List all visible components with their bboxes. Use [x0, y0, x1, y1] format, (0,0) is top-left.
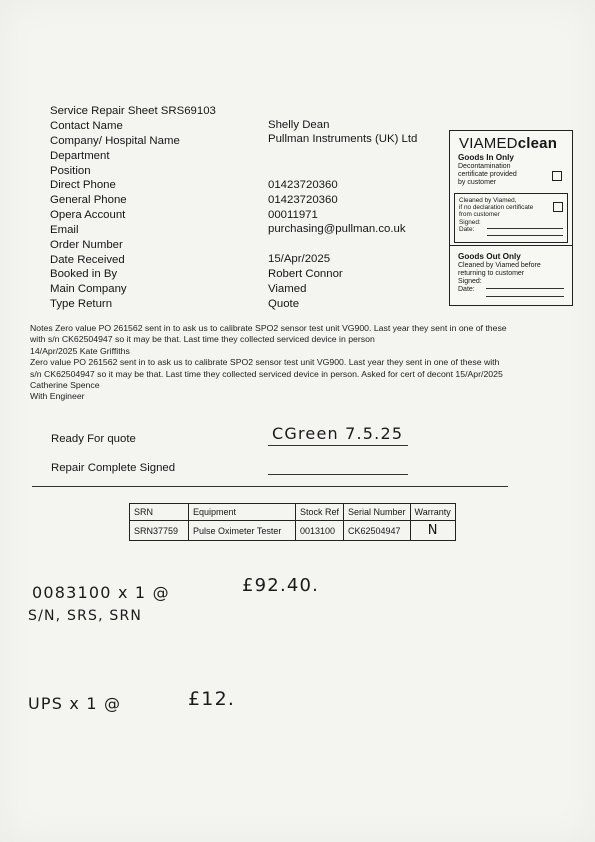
value-general-phone: 01423720360 — [268, 194, 338, 206]
cleaned-line: if no declaration certificate — [459, 204, 534, 212]
label-date-received: Date Received — [50, 254, 125, 266]
goods-out-heading: Goods Out Only — [458, 252, 521, 261]
col-header-stock-ref: Stock Ref — [296, 504, 344, 521]
value-email: purchasing@pullman.co.uk — [268, 223, 406, 235]
logo-clean-text: clean — [517, 135, 558, 152]
cleaned-date-line — [487, 235, 563, 236]
col-header-srn: SRN — [130, 504, 189, 521]
ready-for-quote-label: Ready For quote — [51, 433, 136, 445]
cleaned-date-label: Date: — [459, 225, 475, 233]
goods-out-date-line — [486, 296, 564, 297]
goods-out-signed-line — [486, 288, 564, 289]
cleaned-line: from customer — [459, 211, 500, 219]
label-contact-name: Contact Name — [50, 120, 123, 132]
goods-out-line: returning to customer — [458, 270, 525, 277]
notes-line: Catherine Spence — [30, 380, 100, 391]
notes-line: Notes Zero value PO 261562 sent in to ask us to calibrate SPO2 sensor test unit VG900. Last year they sent in one of these — [30, 323, 507, 333]
value-company: Pullman Instruments (UK) Ltd — [268, 133, 418, 145]
notes-line: s/n CK62504947 so it may be that. Last time they collected serviced device in person. Asked for cert of decont 15/Apr/2025 — [30, 368, 503, 379]
goods-out-date-label: Date: — [458, 286, 475, 293]
cleaned-by-viamed-box — [454, 193, 568, 243]
label-opera-account: Opera Account — [50, 209, 126, 221]
label-position: Position — [50, 165, 91, 177]
value-type-return: Quote — [268, 298, 300, 310]
col-header-equipment: Equipment — [189, 504, 296, 521]
notes-line: with s/n CK62504947 so it may be that. Last time they collected serviced device in person — [30, 334, 375, 345]
notes-line: With Engineer — [30, 391, 85, 402]
handwritten-price-1: £92.40. — [242, 575, 320, 596]
value-main-company: Viamed — [268, 283, 307, 295]
table-header-row — [130, 504, 456, 521]
goods-out-line: Cleaned by Viamed before — [458, 262, 541, 269]
cleaned-signed-line — [487, 228, 563, 229]
cleaned-by-viamed-checkbox[interactable] — [553, 202, 563, 212]
cell-srn: SRN37759 — [130, 521, 189, 541]
cell-equipment: Pulse Oximeter Tester — [189, 521, 296, 541]
label-booked-in-by: Booked in By — [50, 268, 118, 280]
goods-out-signed-label: Signed: — [458, 278, 482, 285]
value-booked-in-by: Robert Connor — [268, 268, 343, 280]
label-type-return: Type Return — [50, 298, 113, 310]
equipment-table — [129, 503, 456, 541]
handwritten-part-line: 0083100 x 1 @ — [32, 583, 170, 602]
label-main-company: Main Company — [50, 283, 127, 295]
label-department: Department — [50, 150, 110, 162]
label-email: Email — [50, 224, 79, 236]
value-direct-phone: 01423720360 — [268, 179, 338, 191]
notes-line: 14/Apr/2025 Kate Griffiths — [30, 345, 130, 356]
repair-complete-label: Repair Complete Signed — [51, 462, 176, 474]
viamed-clean-panel — [449, 130, 573, 306]
notes-line: Zero value PO 261562 sent in to ask us to calibrate SPO2 sensor test unit VG900. Last year they sent in one of these with — [30, 357, 500, 368]
goods-in-section — [458, 153, 517, 187]
value-date-received: 15/Apr/2025 — [268, 253, 331, 265]
cell-stock-ref: 0013100 — [296, 521, 344, 541]
sheet-title: Service Repair Sheet SRS69103 — [50, 105, 216, 117]
cleaned-signed-label: Signed: — [459, 218, 481, 226]
goods-in-heading: Goods In Only — [458, 153, 514, 162]
viamed-clean-logo — [459, 135, 557, 152]
notes-block — [30, 323, 585, 403]
repair-signature-line — [268, 474, 408, 475]
label-company: Company/ Hospital Name — [50, 135, 180, 147]
section-divider — [32, 486, 508, 487]
handwritten-ups-line: UPS x 1 @ — [28, 694, 122, 713]
table-row — [130, 521, 456, 541]
decontamination-checkbox[interactable] — [552, 171, 562, 181]
label-direct-phone: Direct Phone — [50, 179, 116, 191]
cell-warranty: N — [410, 521, 455, 541]
goods-in-line: by customer — [458, 179, 497, 186]
handwritten-price-2: £12. — [188, 688, 236, 710]
ready-signature-line — [268, 445, 408, 446]
label-general-phone: General Phone — [50, 194, 127, 206]
label-order-number: Order Number — [50, 239, 123, 251]
logo-viamed-text: VIAMED — [459, 135, 518, 152]
col-header-warranty: Warranty — [410, 504, 455, 521]
value-contact-name: Shelly Dean — [268, 119, 330, 131]
cleaned-line: Cleaned by Viamed, — [459, 197, 517, 204]
goods-in-line: certificate provided — [458, 171, 517, 178]
ready-signature: CGreen 7.5.25 — [272, 424, 404, 443]
goods-in-line: Decontamination — [458, 163, 511, 170]
cell-serial-number: CK62504947 — [344, 521, 411, 541]
viamed-divider — [450, 245, 572, 246]
handwritten-sn-line: S/N, SRS, SRN — [28, 608, 143, 624]
value-opera-account: 00011971 — [268, 209, 318, 221]
col-header-serial-number: Serial Number — [344, 504, 411, 521]
